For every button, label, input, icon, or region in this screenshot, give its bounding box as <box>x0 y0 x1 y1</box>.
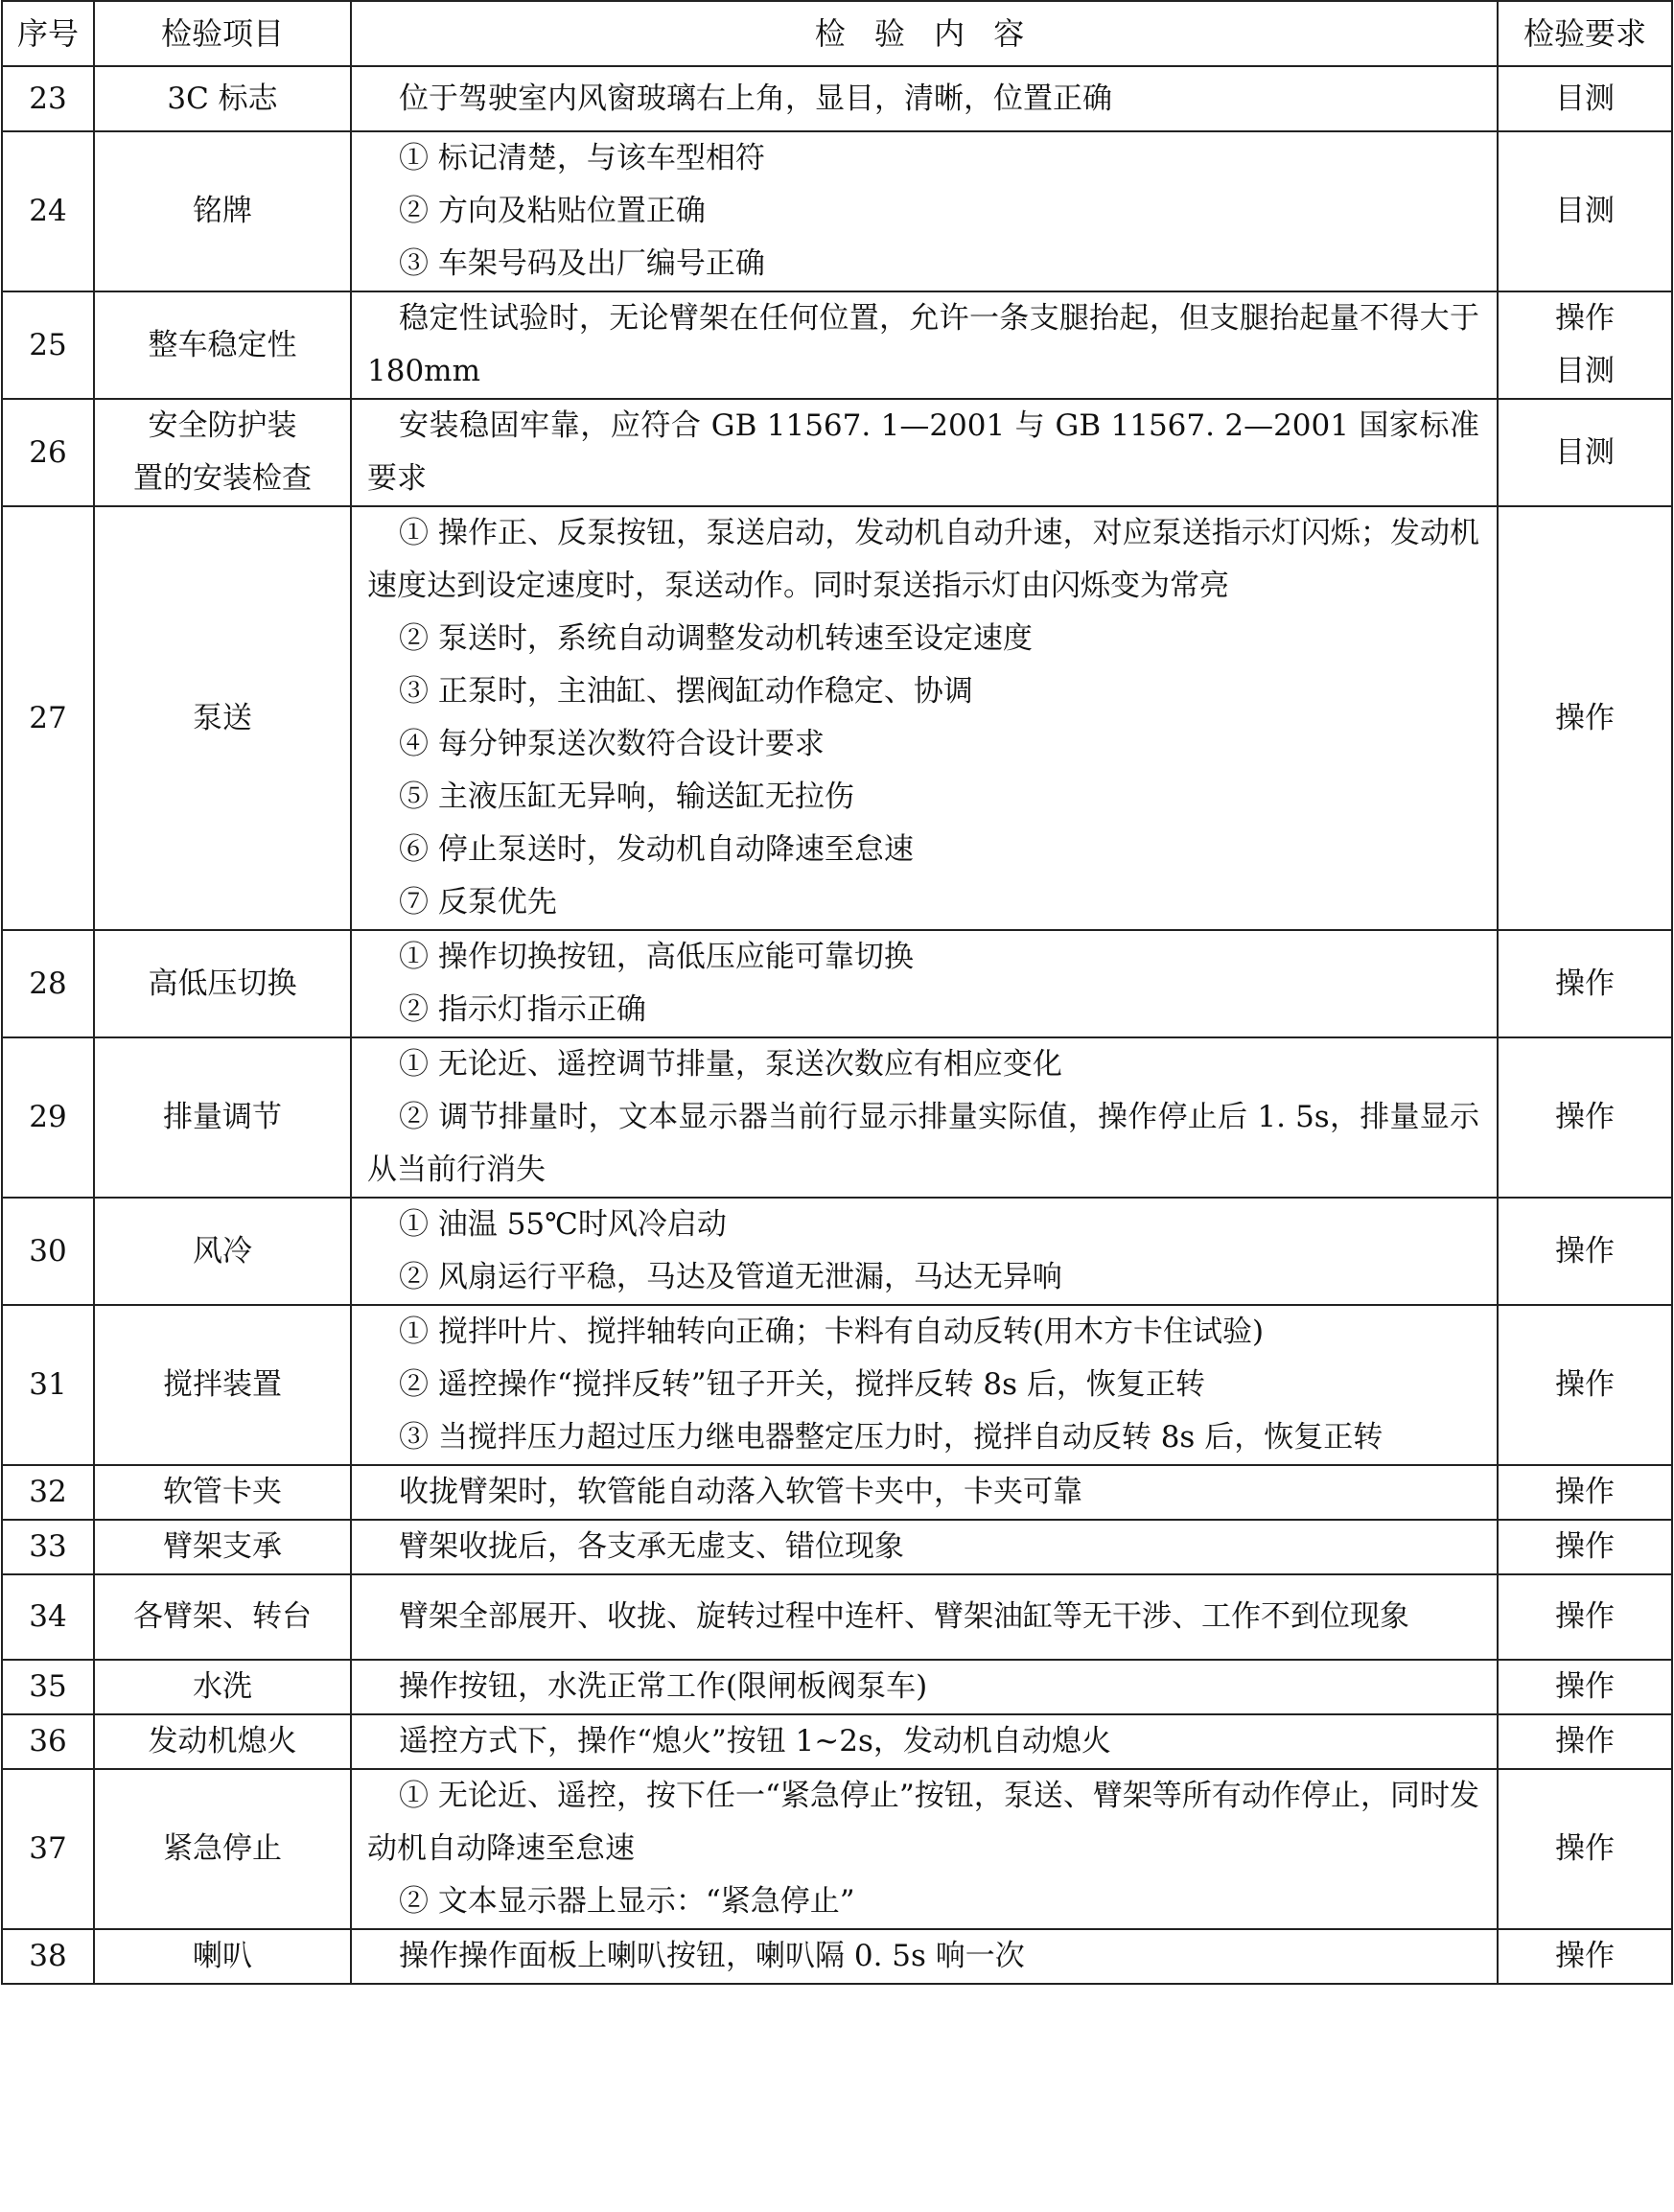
inspection-item <box>94 1769 351 1929</box>
inspection-content <box>351 1305 1498 1465</box>
inspection-requirement <box>1498 1714 1672 1769</box>
inspection-item <box>94 399 351 506</box>
inspection-content-line: 遥控方式下，操作“熄火”按钮 1~2s，发动机自动熄火 <box>399 1724 1111 1758</box>
inspection-item-line: 泵送 <box>193 700 252 735</box>
table-row <box>2 1660 1672 1714</box>
inspection-item-line: 高低压切换 <box>148 966 297 1001</box>
inspection-content-line: ④ 每分钟泵送次数符合设计要求 <box>399 727 825 761</box>
requirement-line: 操作 <box>1555 1529 1615 1564</box>
requirement-line: 目测 <box>1555 354 1615 388</box>
inspection-requirement <box>1498 66 1672 131</box>
inspection-item-line: 安全防护装 <box>148 408 297 443</box>
inspection-item-line: 风冷 <box>193 1233 252 1269</box>
row-number: 28 <box>2 930 94 1037</box>
table-row <box>2 1465 1672 1520</box>
inspection-content-line: ⑤ 主液压缸无异响，输送缸无拉伤 <box>399 780 854 814</box>
table-row <box>2 291 1672 399</box>
inspection-content-line: ② 泵送时，系统自动调整发动机转速至设定速度 <box>399 621 1033 656</box>
requirement-line: 操作 <box>1555 301 1615 336</box>
inspection-content-line: ① 无论近、遥控调节排量，泵送次数应有相应变化 <box>399 1047 1062 1082</box>
inspection-content-line: ③ 当搅拌压力超过压力继电器整定压力时，搅拌自动反转 8s 后，恢复正转 <box>399 1420 1383 1455</box>
row-number: 26 <box>2 399 94 506</box>
requirement-line: 操作 <box>1555 1599 1615 1634</box>
requirement-line: 操作 <box>1555 1233 1615 1269</box>
inspection-item-line: 整车稳定性 <box>148 327 297 362</box>
inspection-content <box>351 1574 1498 1660</box>
inspection-item <box>94 131 351 291</box>
row-number: 37 <box>2 1769 94 1929</box>
inspection-content <box>351 1660 1498 1714</box>
inspection-item-line: 水洗 <box>193 1669 252 1704</box>
inspection-item <box>94 291 351 399</box>
inspection-content-line: 操作按钮，水洗正常工作(限闸板阀泵车) <box>399 1669 928 1704</box>
table-row <box>2 399 1672 506</box>
requirement-line: 操作 <box>1555 1367 1615 1402</box>
inspection-requirement <box>1498 930 1672 1037</box>
row-number: 34 <box>2 1574 94 1660</box>
inspection-content-line: ① 操作正、反泵按钮，泵送启动，发动机自动升速，对应泵送指示灯闪烁；发动机速度达到设定速度时，泵送动作。同时泵送指示灯由闪烁变为常亮 <box>367 516 1479 603</box>
requirement-line: 操作 <box>1555 1100 1615 1134</box>
requirement-line: 操作 <box>1555 966 1615 1001</box>
inspection-requirement <box>1498 1198 1672 1305</box>
inspection-item-line: 紧急停止 <box>163 1831 282 1866</box>
inspection-requirement <box>1498 1305 1672 1465</box>
row-number: 27 <box>2 506 94 930</box>
row-number: 38 <box>2 1929 94 1984</box>
inspection-content-line: 操作操作面板上喇叭按钮，喇叭隔 0. 5s 响一次 <box>399 1939 1025 1973</box>
inspection-content-line: ② 文本显示器上显示：“紧急停止” <box>399 1884 855 1919</box>
inspection-requirement <box>1498 1520 1672 1574</box>
inspection-content <box>351 291 1498 399</box>
row-number: 30 <box>2 1198 94 1305</box>
table-row <box>2 131 1672 291</box>
inspection-content-line: ① 标记清楚，与该车型相符 <box>399 141 765 175</box>
header-requirement: 检验要求 <box>1498 1 1672 66</box>
inspection-content-line: 臂架全部展开、收拢、旋转过程中连杆、臂架油缸等无干涉、工作不到位现象 <box>399 1599 1409 1634</box>
inspection-item <box>94 1520 351 1574</box>
inspection-content-line: ⑦ 反泵优先 <box>399 885 557 920</box>
requirement-line: 操作 <box>1555 1939 1615 1973</box>
row-number: 24 <box>2 131 94 291</box>
table-row <box>2 66 1672 131</box>
inspection-requirement <box>1498 291 1672 399</box>
inspection-content-line: ① 操作切换按钮，高低压应能可靠切换 <box>399 940 914 974</box>
inspection-requirement <box>1498 1574 1672 1660</box>
row-number: 35 <box>2 1660 94 1714</box>
inspection-content-line: ⑥ 停止泵送时，发动机自动降速至怠速 <box>399 832 914 867</box>
row-number: 31 <box>2 1305 94 1465</box>
table-row <box>2 1769 1672 1929</box>
inspection-requirement <box>1498 131 1672 291</box>
table-row <box>2 506 1672 930</box>
inspection-content-line: 位于驾驶室内风窗玻璃右上角，显目，清晰，位置正确 <box>399 81 1112 116</box>
inspection-content <box>351 1198 1498 1305</box>
inspection-content <box>351 1465 1498 1520</box>
table-body <box>2 66 1672 1984</box>
table-row <box>2 1520 1672 1574</box>
inspection-content <box>351 131 1498 291</box>
requirement-line: 操作 <box>1555 1669 1615 1704</box>
inspection-requirement <box>1498 399 1672 506</box>
inspection-content-line: ① 搅拌叶片、搅拌轴转向正确；卡料有自动反转(用木方卡住试验) <box>399 1315 1265 1349</box>
inspection-requirement <box>1498 1769 1672 1929</box>
inspection-content <box>351 399 1498 506</box>
inspection-item <box>94 1574 351 1660</box>
table-row <box>2 1198 1672 1305</box>
inspection-content-line: ② 遥控操作“搅拌反转”钮子开关，搅拌反转 8s 后，恢复正转 <box>399 1367 1205 1402</box>
requirement-line: 操作 <box>1555 1831 1615 1866</box>
requirement-line: 目测 <box>1555 434 1615 470</box>
inspection-item-line: 发动机熄火 <box>148 1724 297 1758</box>
inspection-item <box>94 1714 351 1769</box>
requirement-line: 目测 <box>1555 81 1615 116</box>
inspection-item-line: 软管卡夹 <box>163 1475 282 1509</box>
table-row <box>2 1037 1672 1198</box>
inspection-item-line: 置的安装检查 <box>133 461 312 496</box>
row-number: 25 <box>2 291 94 399</box>
inspection-content <box>351 1929 1498 1984</box>
inspection-content-line: ① 无论近、遥控，按下任一“紧急停止”按钮，泵送、臂架等所有动作停止，同时发动机自动降速至怠速 <box>367 1779 1479 1866</box>
requirement-line: 操作 <box>1555 1724 1615 1758</box>
inspection-content <box>351 1037 1498 1198</box>
inspection-content <box>351 66 1498 131</box>
inspection-requirement <box>1498 1465 1672 1520</box>
header-no: 序号 <box>2 1 94 66</box>
row-number: 33 <box>2 1520 94 1574</box>
inspection-item-line: 铭牌 <box>193 194 252 228</box>
inspection-item-line: 排量调节 <box>163 1100 282 1134</box>
inspection-content-line: ③ 正泵时，主油缸、摆阀缸动作稳定、协调 <box>399 674 973 709</box>
requirement-line: 目测 <box>1555 194 1615 228</box>
inspection-item <box>94 506 351 930</box>
inspection-content-line: ① 油温 55℃时风冷启动 <box>399 1207 727 1242</box>
inspection-requirement <box>1498 1037 1672 1198</box>
inspection-content <box>351 506 1498 930</box>
header-content: 检 验 内 容 <box>351 1 1498 66</box>
inspection-content-line: 安装稳固牢靠，应符合 GB 11567. 1—2001 与 GB 11567. 2—2001 国家标准要求 <box>367 408 1479 496</box>
inspection-content-line: ② 风扇运行平稳，马达及管道无泄漏，马达无异响 <box>399 1260 1062 1294</box>
inspection-table <box>1 0 1673 1985</box>
inspection-content-line: 臂架收拢后，各支承无虚支、错位现象 <box>399 1529 904 1564</box>
inspection-content-line: ② 方向及粘贴位置正确 <box>399 194 706 228</box>
inspection-content-line: 收拢臂架时，软管能自动落入软管卡夹中，卡夹可靠 <box>399 1475 1082 1509</box>
inspection-item <box>94 930 351 1037</box>
table-row <box>2 930 1672 1037</box>
inspection-content-line: ③ 车架号码及出厂编号正确 <box>399 246 765 281</box>
inspection-content <box>351 1714 1498 1769</box>
inspection-content <box>351 1520 1498 1574</box>
inspection-requirement <box>1498 1660 1672 1714</box>
table-row <box>2 1929 1672 1984</box>
row-number: 32 <box>2 1465 94 1520</box>
inspection-content <box>351 930 1498 1037</box>
inspection-item <box>94 1465 351 1520</box>
inspection-item-line: 喇叭 <box>193 1939 252 1973</box>
inspection-item-line: 搅拌装置 <box>163 1367 282 1402</box>
requirement-line: 操作 <box>1555 1475 1615 1509</box>
inspection-content-line: ② 调节排量时，文本显示器当前行显示排量实际值，操作停止后 1. 5s，排量显示从当前行消失 <box>367 1100 1479 1187</box>
inspection-item <box>94 1198 351 1305</box>
inspection-content-line: 稳定性试验时，无论臂架在任何位置，允许一条支腿抬起，但支腿抬起量不得大于 180mm <box>367 301 1479 388</box>
inspection-item <box>94 1660 351 1714</box>
inspection-content-line: ② 指示灯指示正确 <box>399 992 646 1027</box>
inspection-item-line: 3C 标志 <box>167 81 278 116</box>
requirement-line: 操作 <box>1555 700 1615 735</box>
table-row <box>2 1574 1672 1660</box>
inspection-content <box>351 1769 1498 1929</box>
inspection-item <box>94 1305 351 1465</box>
header-row <box>2 1 1672 66</box>
inspection-item <box>94 66 351 131</box>
inspection-item-line: 各臂架、转台 <box>133 1599 312 1634</box>
row-number: 23 <box>2 66 94 131</box>
inspection-item <box>94 1929 351 1984</box>
row-number: 36 <box>2 1714 94 1769</box>
inspection-item-line: 臂架支承 <box>163 1529 282 1564</box>
row-number: 29 <box>2 1037 94 1198</box>
table-row <box>2 1714 1672 1769</box>
inspection-requirement <box>1498 1929 1672 1984</box>
inspection-item <box>94 1037 351 1198</box>
table-row <box>2 1305 1672 1465</box>
header-item: 检验项目 <box>94 1 351 66</box>
inspection-requirement <box>1498 506 1672 930</box>
